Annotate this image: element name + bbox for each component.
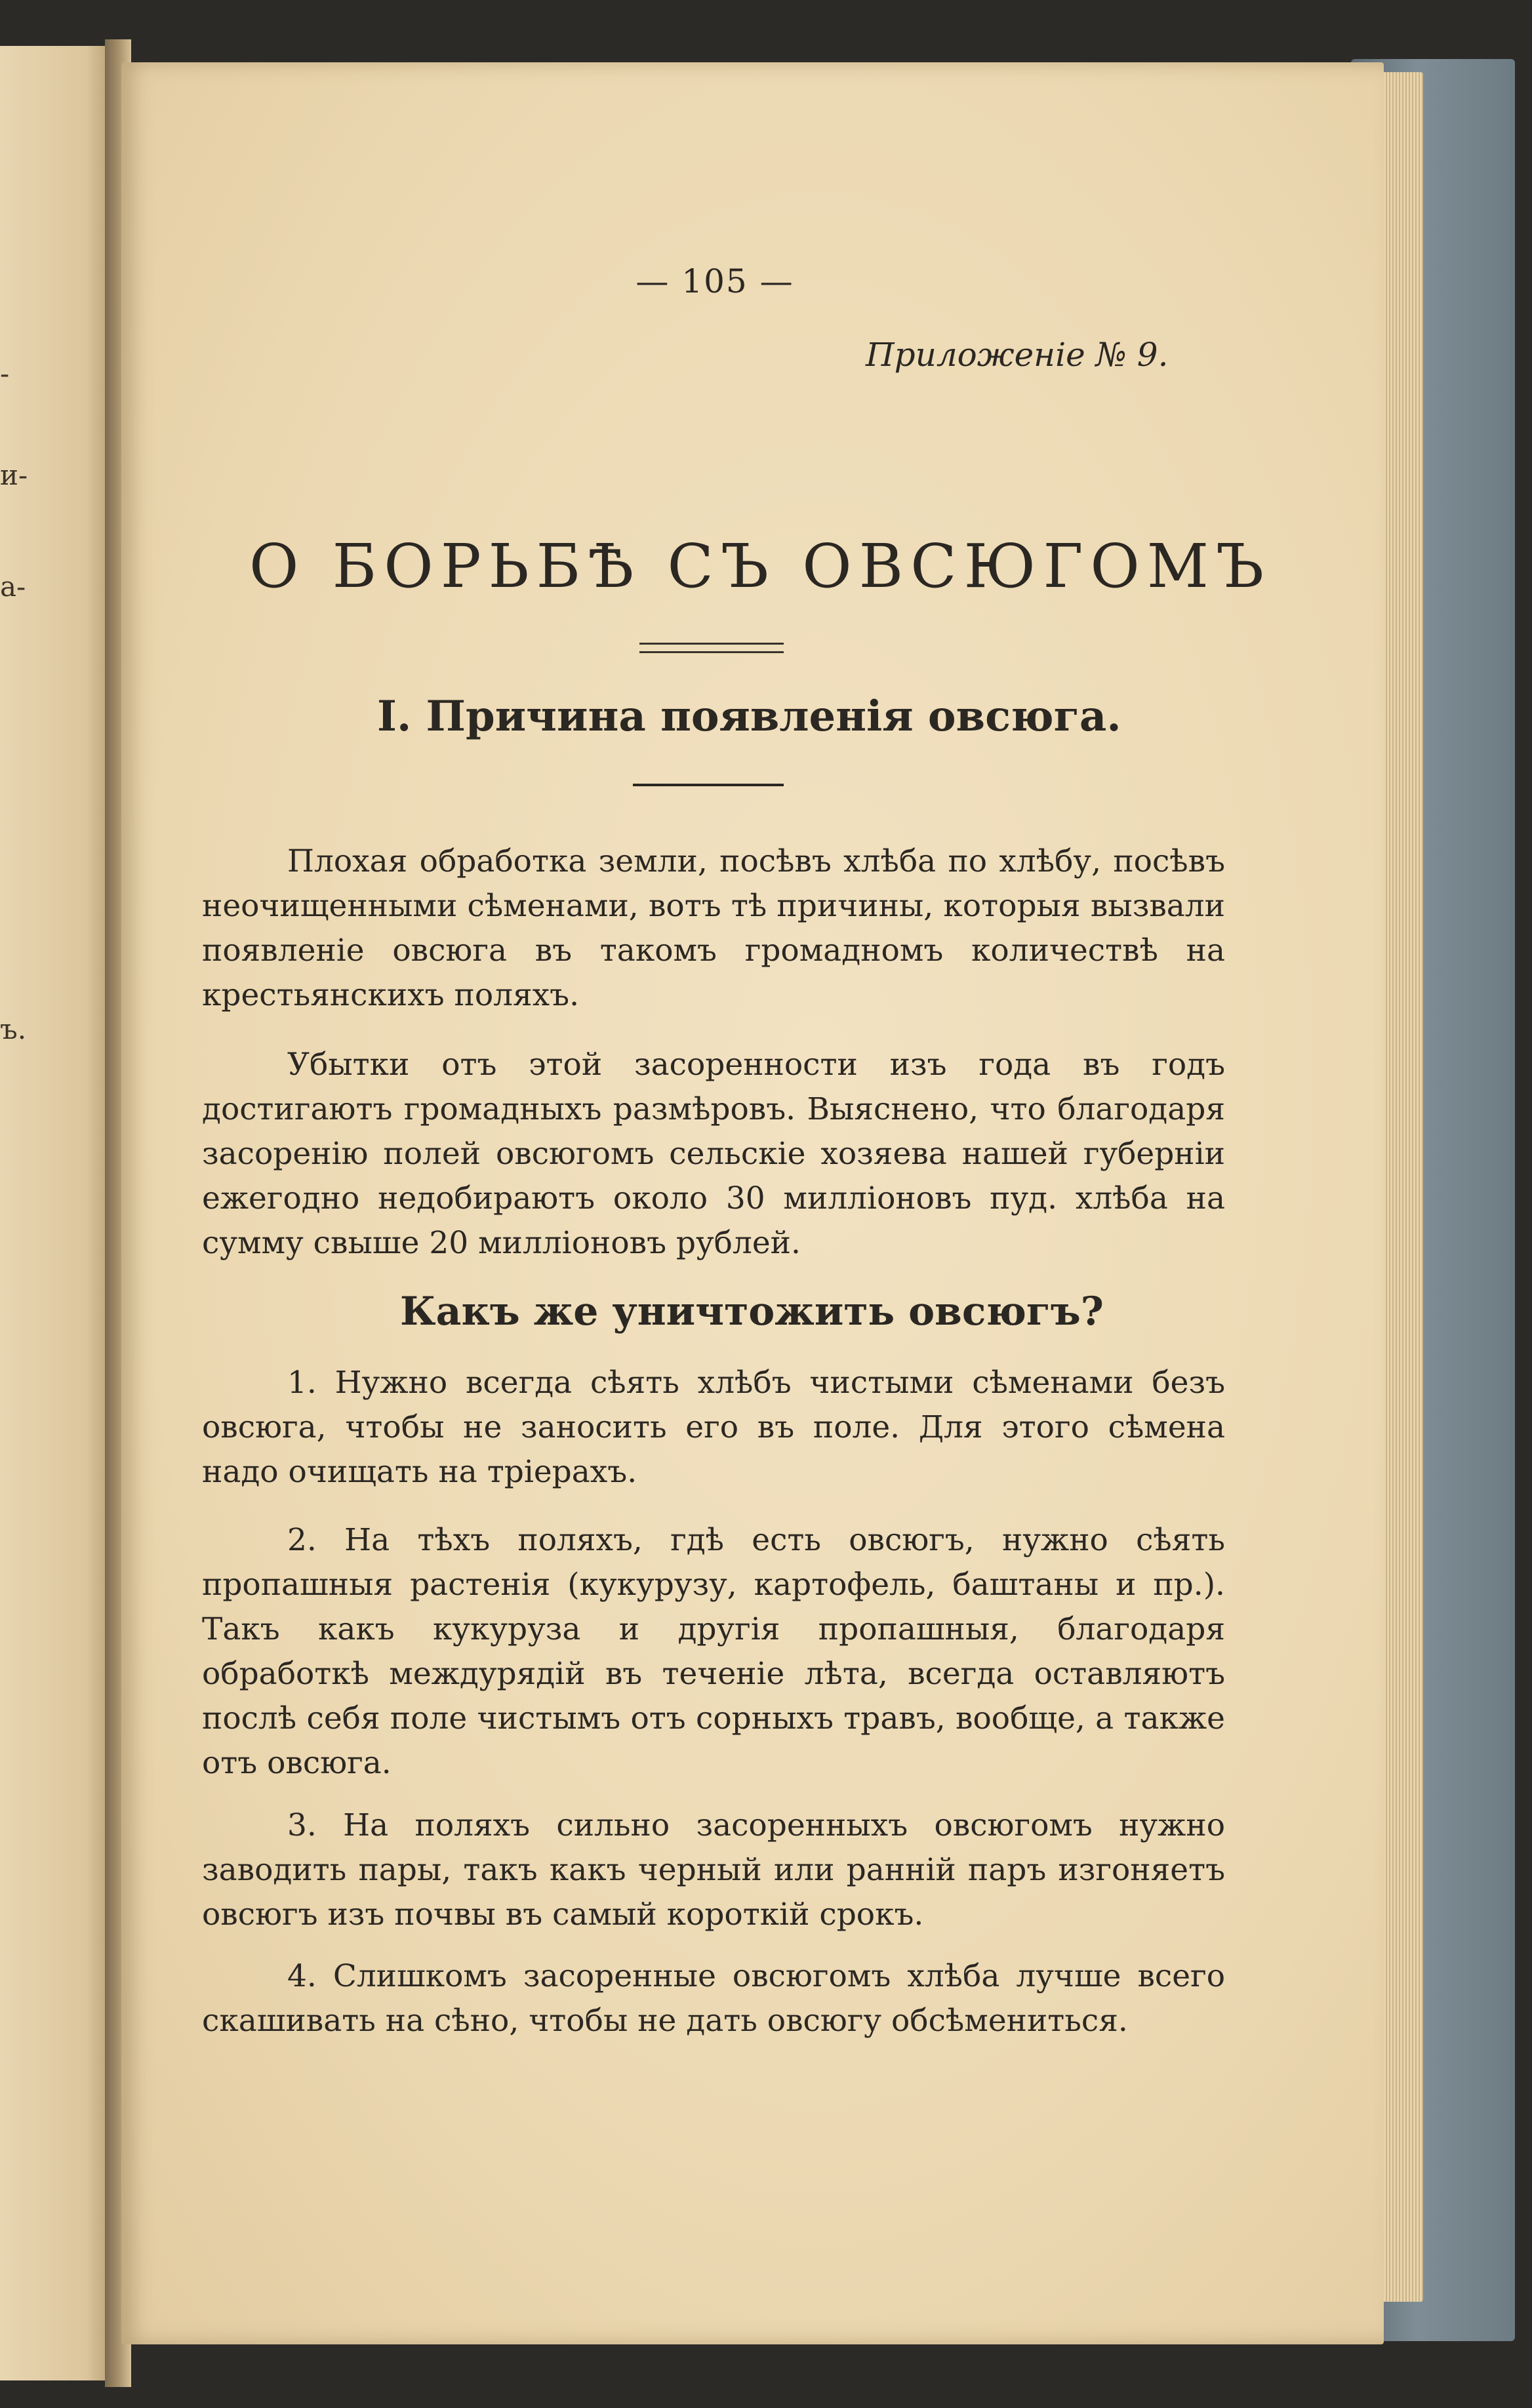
left-page-fragment: - <box>0 357 10 390</box>
left-facing-page <box>0 46 115 2380</box>
left-page-fragment: и- <box>0 459 28 491</box>
list-item: 4. Слишкомъ засоренные овсюгомъ хлѣба лучше всего скашивать на сѣно, чтобы не дать овсюгу обсѣмениться. <box>202 1958 1225 2039</box>
subheading: Какъ же уничтожить овсюгъ? <box>400 1289 1104 1334</box>
section-heading: I. Причина появленія овсюга. <box>377 692 1121 741</box>
page-number: — 105 — <box>635 262 794 300</box>
title-rule-top <box>639 643 784 645</box>
title-rule-bottom <box>639 651 784 653</box>
appendix-label: Приложенie № 9. <box>866 336 1169 374</box>
list-item: 1. Нужно всегда сѣять хлѣбъ чистыми сѣменами безъ овсюга, чтобы не заносить его въ поле. Для этого сѣмена надо очищать на тріерахъ. <box>202 1365 1225 1490</box>
body-paragraph: Плохая обработка земли, посѣвъ хлѣба по хлѣбу, посѣвъ неочищенными сѣменами, вотъ тѣ причины, которыя вызвали появленіе овсюга въ такомъ громадномъ количествѣ на крестьянскихъ поляхъ. <box>202 843 1225 1013</box>
list-item: 3. На поляхъ сильно засоренныхъ овсюгомъ нужно заводить пары, такъ какъ черный или ранній паръ изгоняетъ овсюгъ изъ почвы въ самый короткій срокъ. <box>202 1807 1225 1933</box>
page-title: О БОРЬБѢ СЪ ОВСЮГОМЪ <box>249 531 1272 601</box>
left-page-fragment: а- <box>0 571 26 603</box>
list-item: 2. На тѣхъ поляхъ, гдѣ есть овсюгъ, нужно сѣять пропашныя растенія (кукурузу, картофель, баштаны и пр.). Такъ какъ кукуруза и другія пропашныя, благодаря обработкѣ междурядій въ теченіе лѣта, всегда оставляютъ послѣ себя поле чистымъ отъ сорныхъ травъ, вообще, а также отъ овсюга. <box>202 1522 1225 1781</box>
body-paragraph: Убытки отъ этой засоренности изъ года въ годъ достигаютъ громадныхъ размѣровъ. Выяснено, что благодаря засоренію полей овсюгомъ сельскіе хозяева нашей губерніи ежегодно недобираютъ около 30 милліоновъ пуд. хлѣба на сумму свыше 20 милліоновъ рублей. <box>202 1047 1225 1261</box>
left-page-fragment: ъ. <box>0 1013 27 1045</box>
section-rule <box>633 784 784 786</box>
